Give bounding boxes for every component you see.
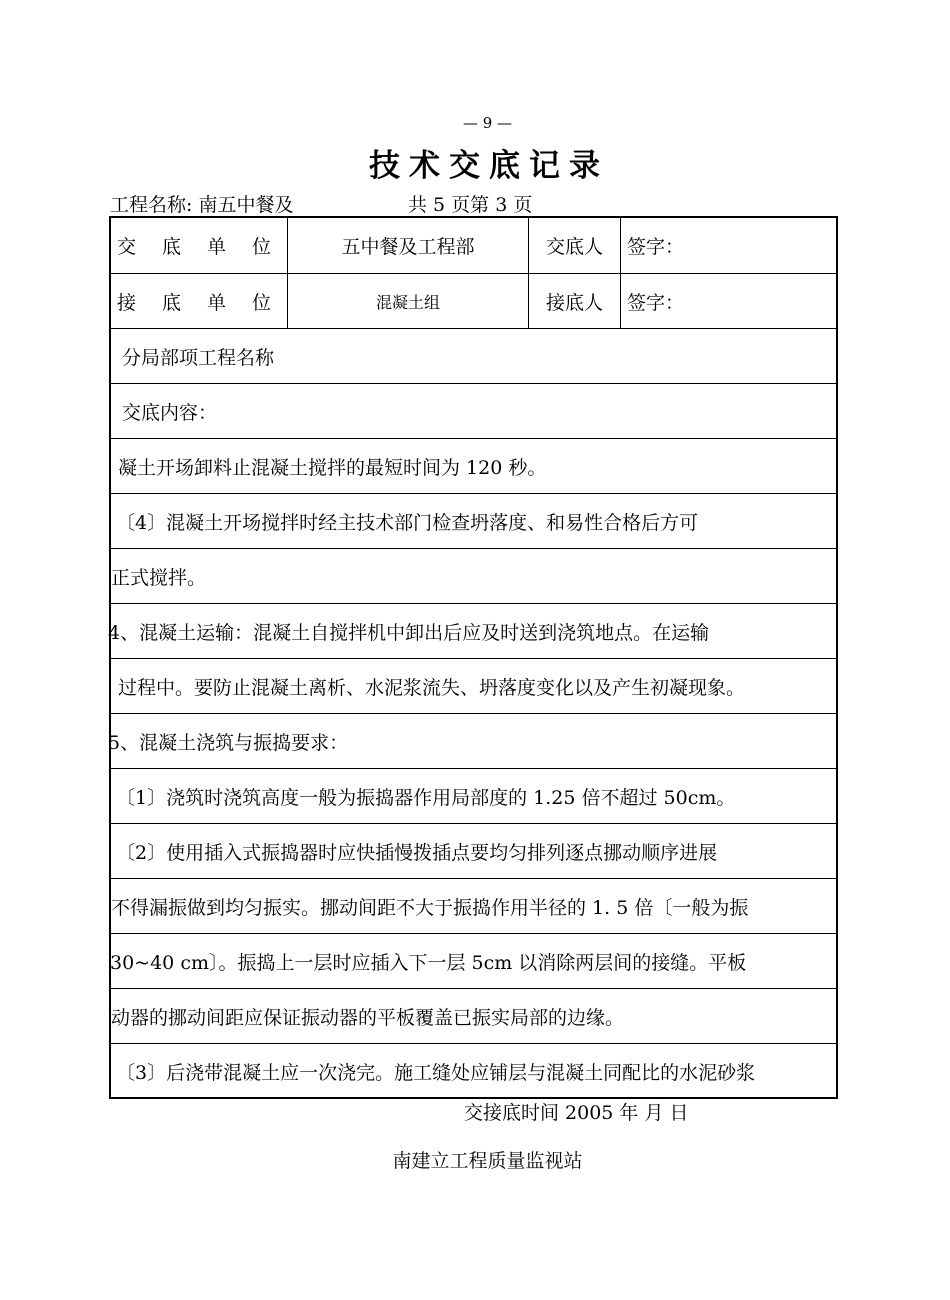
content-line-text: 〔1〕浇筑时浇筑高度一般为振捣器作用局部度的 1.25 倍不超过 50cm。 <box>116 786 736 809</box>
handover-unit-value: 五中餐及工程部 <box>287 218 528 273</box>
content-line <box>111 823 836 878</box>
section-name-row <box>111 328 836 383</box>
content-line <box>111 933 836 988</box>
receiving-person-label: 接底人 <box>528 274 620 328</box>
receiving-unit-value: 混凝土组 <box>287 274 528 328</box>
receiving-signature-field: 签字： <box>620 274 838 328</box>
content-line-text: 凝土开场卸料止混凝土搅拌的最短时间为 120 秒。 <box>118 456 547 479</box>
receiving-unit-label: 接 底 单 位 <box>116 291 282 314</box>
document-title: 技术交底记录 <box>369 148 609 184</box>
section-name-label: 分局部项工程名称 <box>122 346 275 369</box>
content-line <box>108 603 836 658</box>
content-line <box>111 988 836 1043</box>
handover-signature-field: 签字： <box>620 218 838 273</box>
content-line-text: 4、混凝土运输：混凝土自搅拌机中卸出后应及时送到浇筑地点。在运输 <box>108 621 710 644</box>
project-name: 工程名称: 南五中餐及 <box>110 194 294 216</box>
content-line-text: 不得漏振做到均匀振实。挪动间距不大于振捣作用半径的 1. 5 倍〔一般为振 <box>111 896 749 919</box>
content-line-text: 过程中。要防止混凝土离析、水泥浆流失、坍落度变化以及产生初凝现象。 <box>118 676 746 699</box>
content-label-row <box>111 383 836 438</box>
record-table <box>109 216 838 1099</box>
handover-date: 交接底时间 2005 年 月 日 <box>464 1102 689 1124</box>
content-line-text: 动器的挪动间距应保证振动器的平板覆盖已振实局部的边缘。 <box>111 1006 625 1029</box>
handover-unit-row <box>111 218 836 273</box>
content-line <box>108 713 836 768</box>
handover-unit-label: 交 底 单 位 <box>116 236 282 258</box>
content-line <box>111 1043 836 1099</box>
content-line-text: 〔2〕使用插入式振捣器时应快插慢拨插点要均匀排列逐点挪动顺序进展 <box>116 841 718 864</box>
content-line <box>111 658 836 713</box>
content-line <box>111 493 836 548</box>
page-count: 共 5 页第 3 页 <box>408 194 533 216</box>
content-line-text: 〔3〕后浇带混凝土应一次浇完。施工缝处应铺层与混凝土同配比的水泥砂浆 <box>116 1062 756 1084</box>
content-line-text: 30~40 cm〕。振捣上一层时应插入下一层 5cm 以消除两层间的接缝。平板 <box>110 951 747 974</box>
content-line <box>111 438 836 493</box>
content-line-text: 5、混凝土浇筑与振捣要求： <box>108 731 349 754</box>
content-line <box>111 878 836 933</box>
content-label: 交底内容： <box>122 401 218 424</box>
content-line <box>111 548 836 603</box>
supervision-station: 南建立工程质量监视站 <box>392 1150 583 1172</box>
receiving-unit-row <box>111 273 836 328</box>
handover-person-label: 交底人 <box>528 218 620 273</box>
project-info-line <box>110 190 533 217</box>
page-number: — 9 — <box>462 114 513 132</box>
content-line <box>111 768 836 823</box>
content-line-text: 正式搅拌。 <box>111 566 207 589</box>
content-line-text: 〔4〕混凝土开场搅拌时经主技术部门检查坍落度、和易性合格后方可 <box>116 511 699 534</box>
